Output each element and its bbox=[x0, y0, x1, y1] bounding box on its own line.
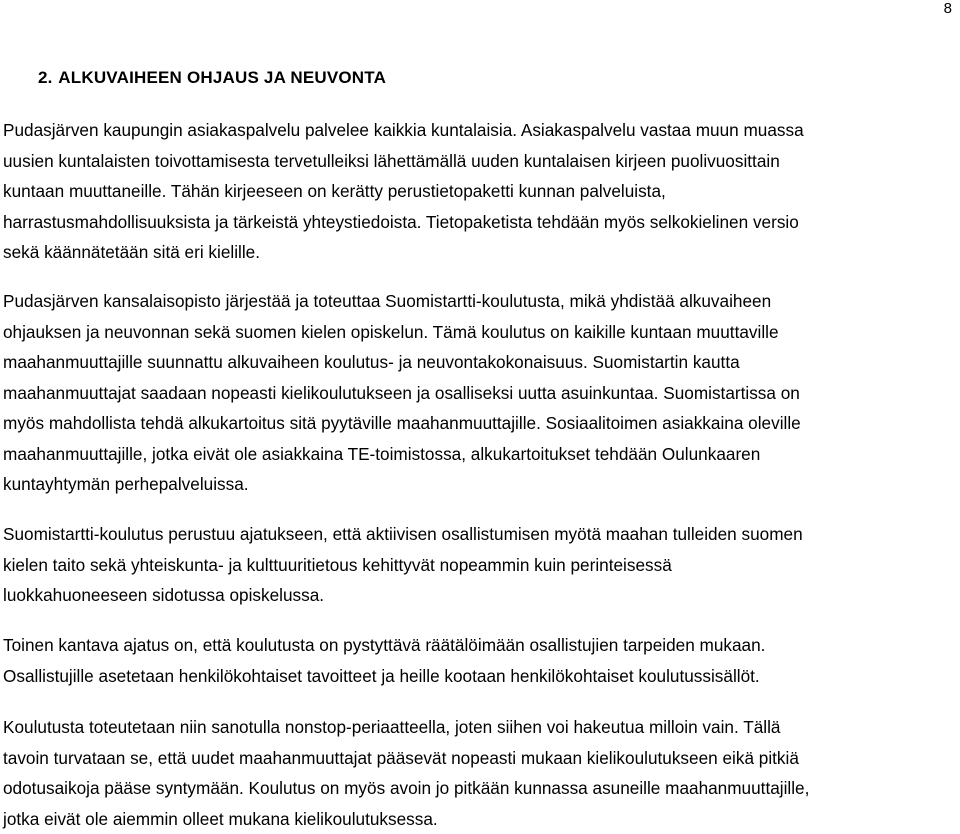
text-line: maahanmuuttajille suunnattu alkuvaiheen koulutus- ja neuvontakokonaisuus. Suomistartin kautta bbox=[3, 352, 740, 372]
section-title: ALKUVAIHEEN OHJAUS JA NEUVONTA bbox=[58, 68, 387, 87]
text-line: Pudasjärven kaupungin asiakaspalvelu palvelee kaikkia kuntalaisia. Asiakaspalvelu vastaa muun muassa bbox=[3, 120, 804, 140]
text-line: kielen taito sekä yhteiskunta- ja kulttuuritietous kehittyvät nopeammin kuin perinteisessä bbox=[3, 554, 672, 575]
text-line: uusien kuntalaisten toivottamisesta tervetulleiksi lähettämällä uuden kuntalaisen kirjeen puolivuosittain bbox=[3, 150, 780, 171]
paragraph-perusajatus bbox=[3, 519, 951, 611]
text-line: maahanmuuttajat saadaan nopeasti kielikoulutukseen ja osalliseksi uutta asuinkuntaa. Suomistartissa on bbox=[3, 382, 800, 403]
paragraph-asiakaspalvelu bbox=[3, 115, 951, 268]
text-line: luokkahuoneeseen sidotussa opiskelussa. bbox=[3, 585, 325, 605]
text-line: ohjauksen ja neuvonnan sekä suomen kielen opiskelun. Tämä koulutus on kaikille kuntaan muuttaville bbox=[3, 321, 779, 342]
paragraph-nonstop bbox=[3, 712, 951, 834]
page-number: 8 bbox=[943, 0, 952, 17]
text-line: sekä käännätetään sitä eri kielille. bbox=[3, 242, 261, 262]
text-line: kuntaan muuttaneille. Tähän kirjeeseen on kerätty perustietopaketti kunnan palveluista, bbox=[3, 181, 666, 201]
paragraph-kantava-ajatus bbox=[3, 630, 951, 691]
text-line: Koulutusta toteutetaan niin sanotulla nonstop-periaatteella, joten siihen voi hakeutua milloin vain. Tällä bbox=[3, 717, 781, 737]
text-line: Pudasjärven kansalaisopisto järjestää ja toteuttaa Suomistartti-koulutusta, mikä yhdistää alkuvaiheen bbox=[3, 291, 772, 311]
text-line: odotusaikoja pääse syntymään. Koulutus on myös avoin jo pitkään kunnassa asuneille maahanmuuttajille, bbox=[3, 778, 810, 798]
text-line: harrastusmahdollisuuksista ja tärkeistä yhteystiedoista. Tietopaketista tehdään myös selkokielinen versio bbox=[3, 211, 799, 232]
text-line: tavoin turvataan se, että uudet maahanmuuttajat pääsevät nopeasti mukaan kielikoulutukseen eikä pitkiä bbox=[3, 747, 799, 768]
section-number: 2. bbox=[38, 68, 53, 87]
paragraph-suomistartti bbox=[3, 286, 951, 500]
text-line: myös mahdollista tehdä alkukartoitus sitä pyytäville maahanmuuttajille. Sosiaalitoimen asiakkaina oleville bbox=[3, 413, 801, 433]
text-line: Suomistartti-koulutus perustuu ajatukseen, että aktiivisen osallistumisen myötä maahan tulleiden suomen bbox=[3, 524, 803, 544]
text-line: maahanmuuttajille, jotka eivät ole asiakkaina TE-toimistossa, alkukartoitukset tehdään Oulunkaaren bbox=[3, 443, 761, 464]
text-line: jotka eivät ole aiemmin olleet mukana kielikoulutuksessa. bbox=[3, 808, 438, 829]
text-line: Toinen kantava ajatus on, että koulutusta on pystyttävä räätälöimään osallistujien tarpeiden mukaan. bbox=[3, 635, 766, 655]
text-line: Osallistujille asetetaan henkilökohtaiset tavoitteet ja heille kootaan henkilökohtaiset koulutussisällöt. bbox=[3, 665, 760, 686]
text-line: kuntayhtymän perhepalveluissa. bbox=[3, 474, 249, 494]
section-heading bbox=[38, 66, 386, 90]
